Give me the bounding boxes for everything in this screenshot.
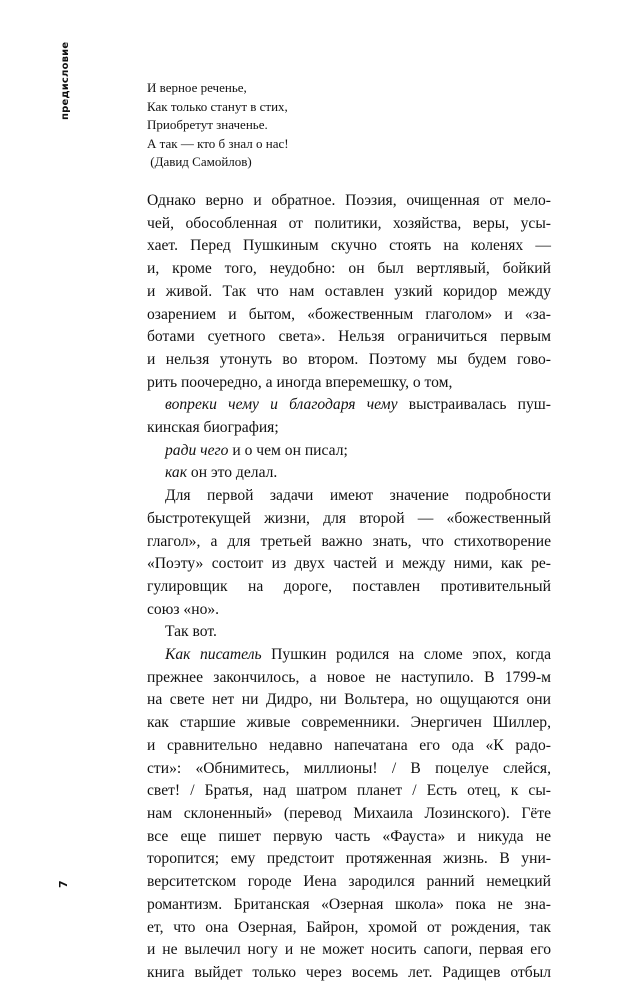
text-run: он это делал. — [187, 464, 278, 482]
text-line — [147, 462, 551, 485]
text-line: чей, обособленная от политики, хозяйства, веры, усы- — [147, 214, 551, 232]
italic-phrase: как — [165, 464, 187, 482]
text-line: озарением и бытом, «божественным глаголом» и «за- — [147, 305, 551, 323]
text-line: нам склоненный» (перевод Михаила Лозинского). Гёте — [147, 804, 551, 822]
text-line: Однако верно и обратное. Поэзия, очищенная от мело- — [147, 192, 551, 209]
text-line: и не вылечил ногу и не может носить сапоги, первая его — [147, 941, 551, 959]
text-line: глагол», а для третьей важно знать, что стихотворение — [147, 532, 551, 550]
text-run: Пушкин родился на сломе эпох, когда — [261, 646, 551, 664]
text-line: все еще пишет первую часть «Фауста» и никуда не — [147, 827, 551, 845]
running-header: предисловие — [60, 41, 71, 120]
text-line: как старшие живые современники. Энергичен Шиллер, — [147, 714, 551, 732]
page-number: 7 — [57, 880, 70, 888]
text-line: гулировщик на дороге, поставлен противительный — [147, 577, 551, 595]
italic-phrase: ради чего — [165, 441, 229, 459]
text-line: и сравнительно недавно напечатана его ода «К радо- — [147, 736, 551, 754]
text-line: книга выйдет только через восемь лет. Радищев отбыл — [147, 963, 551, 981]
text-line: романтизм. Британская «Озерная школа» пока не зна- — [147, 895, 551, 913]
text-line: Для первой задачи имеют значение подробности — [165, 487, 551, 505]
text-line: на свете нет ни Дидро, ни Вольтера, но ощущаются они — [147, 691, 551, 709]
text-line: рить поочередно, а иногда вперемешку, о том, — [147, 373, 453, 391]
text-line: ботами суетного света». Нельзя ограничиться первым — [147, 328, 551, 346]
italic-phrase: Как писатель — [165, 646, 262, 664]
text-line: и живой. Так что нам оставлен узкий коридор между — [147, 282, 551, 300]
text-line: торопится; ему предстоит протяженная жизнь. В уни- — [147, 850, 551, 868]
italic-phrase: вопреки чему и благодаря чему — [165, 396, 398, 414]
text-run: и о чем он писал; — [228, 441, 348, 459]
text-line: и, кроме того, неудобно: он был вертлявый, бойкий — [147, 260, 551, 278]
text-run: выстраивалась пуш- — [397, 396, 551, 414]
text-line: свет! / Братья, над шатром планет / Есть отец, к сы- — [147, 782, 551, 800]
epigraph-line: Как только станут в стих, — [147, 98, 288, 114]
epigraph-line: А так — кто б знал о нас! — [147, 135, 289, 151]
text-line: и нельзя утонуть во втором. Поэтому мы будем гово- — [147, 350, 551, 368]
text-line: верситетском городе Иена зародился ранний немецкий — [147, 873, 551, 891]
epigraph — [147, 79, 289, 172]
epigraph-attribution: (Давид Самойлов) — [147, 154, 252, 170]
text-line: союз «но». — [147, 600, 220, 618]
text-line: ет, что она Озерная, Байрон, хромой от рождения, так — [147, 918, 551, 936]
epigraph-line: Приобретут значенье. — [147, 117, 268, 133]
text-line: Так вот. — [165, 623, 217, 641]
text-line: «Поэту» состоит из двух частей и между ними, как ре- — [147, 555, 551, 573]
text-line — [147, 644, 551, 667]
text-line: прежнее закончилось, а новое не наступило. В 1799-м — [147, 668, 551, 686]
text-line — [147, 440, 551, 463]
text-line: хает. Перед Пушкиным скучно стоять на коленях — — [147, 237, 551, 255]
text-line — [147, 394, 551, 417]
text-line: кинская биография; — [147, 419, 279, 437]
main-text — [147, 190, 551, 985]
text-line: сти»: «Обнимитесь, миллионы! / В поцелуе слейся, — [147, 759, 551, 777]
epigraph-line: И верное реченье, — [147, 80, 247, 95]
text-line: быстротекущей жизни, для второй — «божественный — [147, 509, 551, 527]
